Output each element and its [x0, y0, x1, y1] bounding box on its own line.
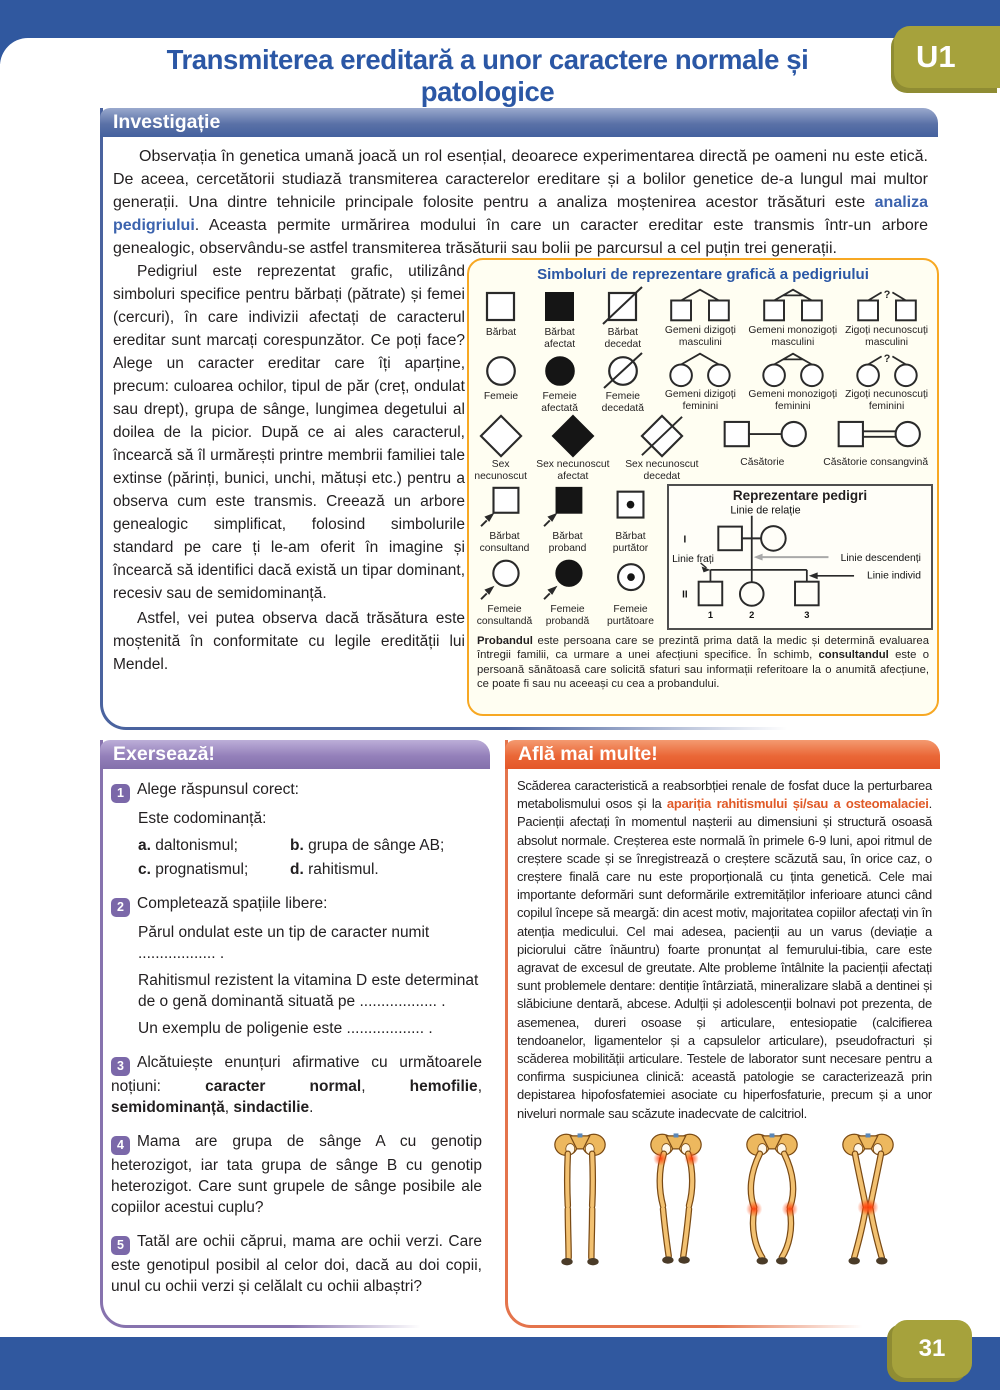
symbols-row-females [473, 350, 933, 414]
symbol-femeie-probanda: Femeie probandă [536, 557, 599, 630]
unit-badge [894, 26, 1000, 88]
exercise-3-number-badge: 3 [111, 1057, 130, 1076]
symbol-gemeni-monozigoti-masculini: Gemeni monozigoți masculini [745, 286, 840, 348]
consultand-male-icon [477, 484, 533, 530]
symbols-bottom-zone [473, 484, 933, 630]
page-number: 31 [918, 1335, 946, 1362]
proband-term: Probandul [477, 635, 533, 647]
filled-diamond-icon [546, 414, 600, 458]
unit-badge-label: U1 [916, 39, 956, 74]
exercise-4-number-badge: 4 [111, 1136, 130, 1155]
svg-text:1: 1 [707, 610, 714, 621]
diamond-icon [474, 414, 528, 458]
svg-text:?: ? [883, 288, 890, 301]
exercise-2-blank-2: Rahitismul rezistent la vitamina D este determinat de o genă dominantă situată pe .................. . [138, 972, 479, 1010]
symbol-sex-necunoscut-afectat: Sex necunoscut afectat [528, 414, 617, 482]
symbol-gemeni-monozigoti-feminini: Gemeni monozigoți feminini [745, 350, 840, 412]
symbol-barbat-proband: Bărbat proband [536, 484, 599, 557]
section-exerseaza [100, 740, 490, 1328]
intro-highlight: analiza pedigriului [113, 194, 928, 234]
pedigree-diagram [671, 503, 923, 623]
symbols-row-unknown-marriage [473, 414, 933, 482]
dizygotic-twins-female-icon [655, 350, 745, 388]
consultand-proband-grid [473, 484, 665, 630]
exercise-2 [111, 893, 482, 1039]
proband-female-icon [540, 557, 596, 603]
circle-icon [473, 350, 529, 390]
marriage-icon [706, 414, 818, 456]
pedigree-representation-box [667, 484, 933, 630]
filled-square-icon [532, 286, 588, 326]
slashed-diamond-icon [635, 414, 689, 458]
bottom-blue-bar [0, 1337, 1000, 1390]
consanguineous-marriage-icon [820, 414, 932, 456]
symbol-sex-necunoscut-decedat: Sex necunoscut decedat [617, 414, 706, 482]
filled-circle-icon [532, 350, 588, 390]
exercise-2-number-badge: 2 [111, 898, 130, 917]
svg-text:Linie frați: Linie frați [672, 554, 714, 566]
left-column-paragraph-1: Pedigriul este reprezentat grafic, utilizând simboluri specifice pentru bărbați (pătrate) și femei (cercuri), în care indivizii afectați de caracterul ereditar sunt marcați corespunzător. Ce poți face? Alege un caracter ereditar care îți aparține, precum: culoarea ochilor, tipul de păr (creț, ondulat sau drept), grupa de sânge, lungimea degetului al doilea de la picior. După ce ai ales caracterul, încearcă să îl urmărești printre membrii familiei tale extinse (părinți, bunici, unchi, mătuși etc.) pentru a observa cum este transmis. Creează un arbore genealogic simplificat, folosind simbolurile standard pe care ți le-am oferit în imagine și încearcă să identifici dacă există un tipar dominant, recesiv sau de semidominanță. [113, 263, 465, 602]
svg-text:I: I [683, 534, 687, 546]
svg-text:II: II [682, 589, 688, 601]
symbols-row-males [473, 286, 933, 350]
section-afla-header: Află mai multe! [505, 740, 940, 769]
consultand-female-icon [477, 557, 533, 603]
section-bottom-fade [505, 725, 939, 731]
symbol-barbat-decedat: Bărbat decedat [590, 286, 655, 350]
page-title: Transmiterea ereditară a unor caractere normale și patologice [166, 44, 809, 107]
intro-paragraph [113, 145, 928, 260]
section-investigatie [100, 108, 938, 730]
svg-text:2: 2 [749, 610, 755, 621]
symbol-casatorie: Căsătorie [706, 414, 818, 469]
leg-deformity-illustration [508, 1131, 940, 1269]
svg-text:Linie individ: Linie individ [867, 570, 921, 582]
symbol-gemeni-dizigoti-feminini: Gemeni dizigoți feminini [655, 350, 745, 412]
svg-text:?: ? [883, 352, 890, 365]
exercise-5-number-badge: 5 [111, 1236, 130, 1255]
intro-text-2: . Aceasta permite urmărirea modului în care un caracter ereditar este transmis într-un arbore genealogic, observându-se astfel transmiterea trăsăturii sau bolii pe parcursul a cel puțin trei generații. [113, 217, 928, 257]
svg-text:Linie de relație: Linie de relație [730, 504, 801, 517]
exercise-2-blank-3: Un exemplu de poligenie este .................. . [138, 1020, 433, 1037]
monozygotic-twins-male-icon [748, 286, 838, 324]
exercise-1-number-badge: 1 [111, 784, 130, 803]
carrier-female-icon [603, 557, 659, 603]
square-icon [473, 286, 529, 326]
symbol-femeie: Femeie [473, 350, 529, 403]
symbols-box-title: Simboluri de reprezentare grafică a pedigriului [537, 266, 869, 283]
proband-note: Probandul este persoana care se prezintă prima dată la medic și determină evaluarea întregii familii, ca urmare a unei afecțiuni specifice. În schimb, consultandul este o persoană sănătoasă care solicită sfaturi sau informații referitoare la o anumită afecțiune, ce poate fi sau nu aceeași cu cea a probandului. [477, 635, 929, 690]
exercise-1 [111, 779, 482, 880]
exercise-1-lead: Alege răspunsul corect: [137, 781, 299, 798]
symbol-femeie-afectata: Femeie afectată [529, 350, 590, 414]
symbol-barbat-consultand: Bărbat consultand [473, 484, 536, 557]
unknown-zygosity-male-icon [842, 286, 932, 324]
exercise-3: 3 Alcătuiește enunțuri afirmative cu următoarele noțiuni: caracter normal, hemofilie, semidominanță, sindactilie. [111, 1054, 482, 1116]
pedigree-symbols-box [467, 258, 939, 716]
option-c: c. prognatismul; [138, 861, 249, 878]
slashed-circle-icon [595, 350, 651, 390]
symbol-barbat: Bărbat [473, 286, 529, 339]
svg-text:Linie descendenți: Linie descendenți [840, 553, 921, 565]
carrier-male-icon [603, 484, 659, 530]
symbol-femeie-consultanda: Femeie consultandă [473, 557, 536, 630]
slashed-square-icon [595, 286, 651, 326]
section-exerseaza-header: Exersează! [100, 740, 490, 769]
exercise-1-options [138, 835, 482, 880]
symbol-casatorie-consangvina: Căsătorie consangvină [818, 414, 933, 469]
legs-genu-valgum-icon [828, 1131, 908, 1269]
option-d: d. rahitismul. [290, 861, 379, 878]
monozygotic-twins-female-icon [748, 350, 838, 388]
exercise-4: 4 Mama are grupa de sânge A cu genotip heterozigot, iar tata grupa de sânge B cu genotip heterozigot. Care sunt grupele de sânge posibile ale copiilor acestui cuplu? [111, 1133, 482, 1216]
unknown-zygosity-female-icon [842, 350, 932, 388]
page-number-badge [892, 1320, 972, 1378]
legs-normal-icon [540, 1131, 620, 1269]
symbol-sex-necunoscut: Sex necunoscut [473, 414, 528, 482]
legs-genu-varum-icon [732, 1131, 812, 1269]
pedigree-box-title: Reprezentare pedigri [732, 488, 868, 503]
section-afla-mai-multe [505, 740, 940, 1328]
intro-text-1: Observația în genetica umană joacă un rol esențial, deoarece experimentarea directă pe oameni nu este etică. De aceea, cercetătorii studiază transmiterea caracterelor ereditare și a bolilor genetice de-a lungul mai multor generații. Una dintre tehnicile principale folosite pentru a analiza moștenirea acestor trăsături este [113, 148, 928, 211]
legs-mild-bowing-icon [636, 1131, 716, 1269]
proband-male-icon [540, 484, 596, 530]
afla-body-text: Scăderea caracteristică a reabsorbției renale de fosfat duce la perturbarea metabolismului osos și la apariția rahitismului și/sau a osteomalaciei. Pacienții afectați în momentul nașterii au dimensiuni și structură osoasă absolut normale. Creșterea este normală în primele 6-9 luni, apoi ritmul de creștere scade și se înregistrează o creștere scăzută sau, în orice caz, o creștere finală care nu este proporțională cu ținta genetică. Cele mai importante deformări sunt deformările extremităților inferioare atunci când copilul începe să meargă: din acest motiv, majoritatea copiilor afectați vin în atenția medicului. Cel mai adesea, pacienții au un varus (deviație a piciorului către înăuntru) foarte pronunțat al femurului-tibia, care este agravat de excesul de greutate. Alte probleme întâlnite la pacienții afectați sunt problemele dentare: dentiție întârziată, mineralizare slabă a dentinei și slăbiciune dentară, abcese. Adulții și adolescenții bolnavi pot prezenta, de asemenea, dureri osoase și articulare, entesiopatie (calcifierea tendoanelor, ligamentelor și a capsulelor articulare), pseudofracturi și scăderea mobilității articulare. Testele de laborator sunt necesare pentru a confirma suspiciunea clinică: această patologie se caracterizează prin depistarea hipofosfatemiei asociate cu hiperfosfaturie, precum și a unor niveluri normale sau scăzute inadecvate de calcitriol. [517, 778, 932, 1121]
svg-text:3: 3 [804, 610, 810, 621]
symbol-zigoti-necunoscuti-feminini: ? Zigoți necunoscuți feminini [840, 350, 933, 412]
afla-highlight: apariția rahitismului și/sau a osteomalaciei [666, 796, 929, 812]
option-b: b. grupa de sânge AB; [290, 837, 445, 854]
symbol-gemeni-dizigoti-masculini: Gemeni dizigoți masculini [655, 286, 745, 348]
consultand-term: consultandul [818, 649, 889, 662]
exercises-body [103, 769, 490, 1297]
exercise-2-blank-1: Părul ondulat este un tip de caracter numit .................. . [138, 924, 430, 962]
option-a: a. daltonismul; [138, 837, 238, 854]
section-investigatie-header: Investigație [100, 108, 938, 137]
investigatie-left-column [113, 260, 465, 678]
section-bottom-fade [290, 1323, 491, 1329]
symbol-femeie-decedata: Femeie decedată [590, 350, 655, 414]
symbol-barbat-purtator: Bărbat purtător [599, 484, 662, 557]
symbol-femeie-purtatoare: Femeie purtătoare [599, 557, 662, 630]
exercise-2-lead: Completează spațiile libere: [137, 895, 328, 912]
dizygotic-twins-male-icon [655, 286, 745, 324]
exercise-5: 5 Tatăl are ochii căprui, mama are ochii verzi. Care este genotipul posibil al celor doi, dacă au doi copii, unul cu ochii verzi și celălalt cu ochii albaștri? [111, 1233, 482, 1295]
symbol-zigoti-necunoscuti-masculini: ? Zigoți necunoscuți masculini [840, 286, 933, 348]
left-column-paragraph-2: Astfel, vei putea observa dacă trăsătura este moștenită în conformitate cu legile eredității lui Mendel. [113, 610, 465, 673]
symbol-barbat-afectat: Bărbat afectat [529, 286, 590, 350]
exercise-1-stem: Este codominanță: [138, 810, 267, 827]
